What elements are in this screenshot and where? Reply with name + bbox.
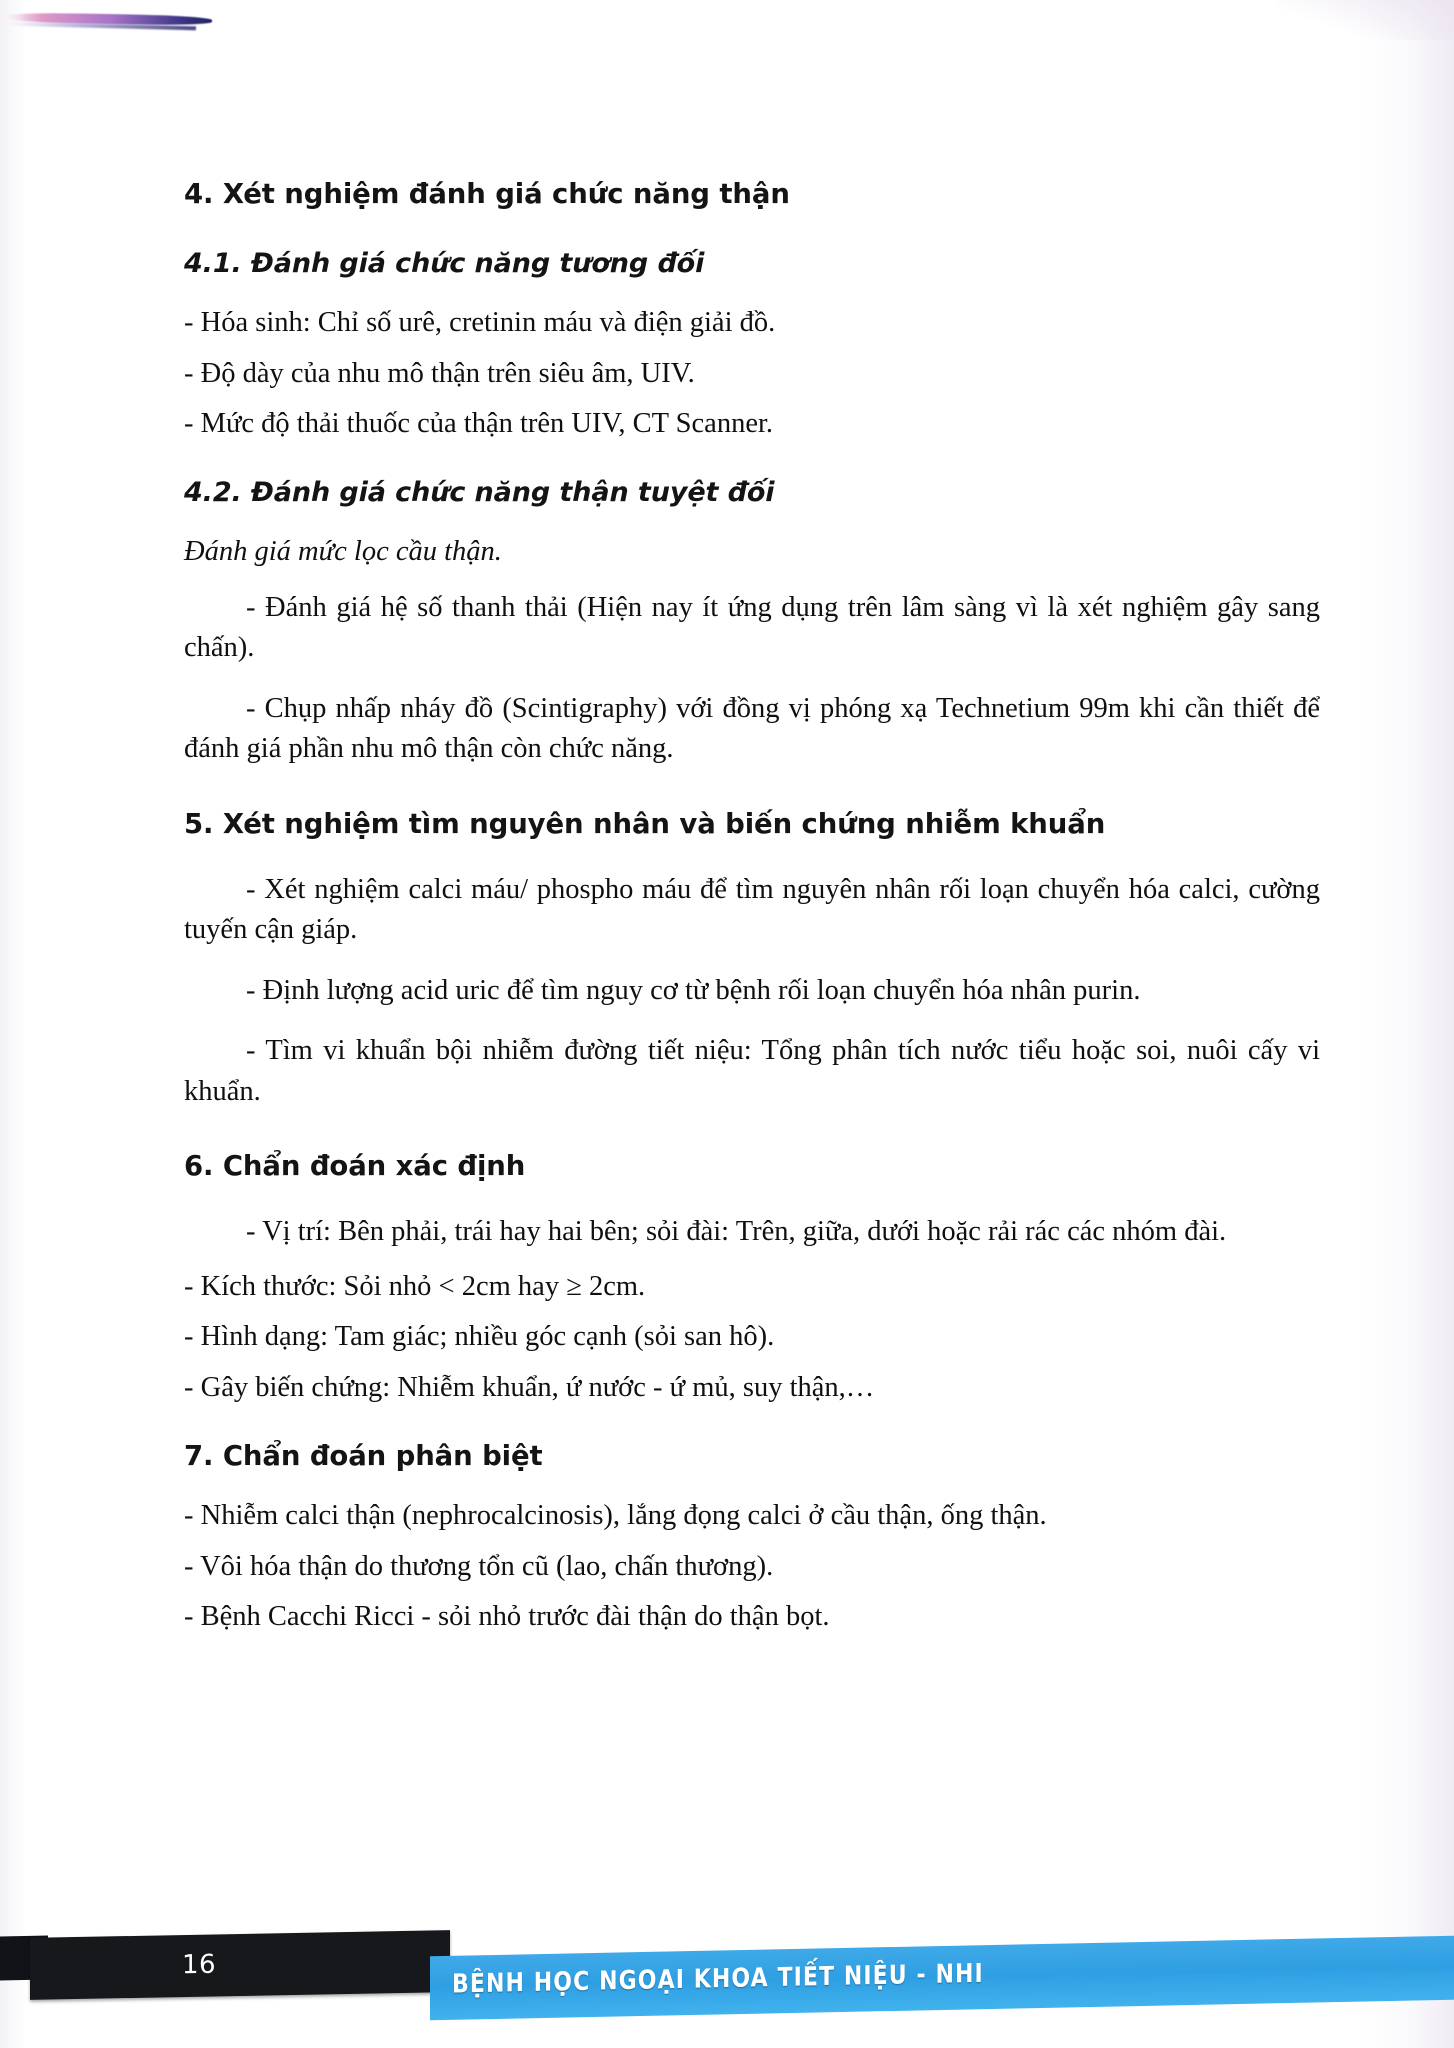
section-4-2-paragraph: - Chụp nhấp nháy đồ (Scintigraphy) với đồng vị phóng xạ Technetium 99m khi cần thiết để đánh giá phần nhu mô thận còn chức năng.: [184, 692, 1320, 765]
section-7-heading: 7. Chẩn đoán phân biệt: [184, 1440, 543, 1473]
section-6-paragraph: - Kích thước: Sỏi nhỏ < 2cm hay ≥ 2cm.: [184, 1270, 646, 1302]
section-4-2-heading: 4.2. Đánh giá chức năng thận tuyệt đối: [184, 476, 775, 508]
spacer: [184, 338, 1320, 360]
page-edge-shadow-right: [1358, 0, 1454, 2048]
spacer: [184, 1531, 1320, 1553]
section-4-2-note: Đánh giá mức lọc cầu thận.: [184, 535, 502, 567]
section-7-paragraph: - Vôi hóa thận do thương tổn cũ (lao, chấn thương).: [184, 1550, 774, 1582]
section-6-heading: 6. Chẩn đoán xác định: [184, 1150, 526, 1183]
section-7-paragraph: - Bệnh Cacchi Ricci - sỏi nhỏ trước đài thận do thận bọt.: [184, 1601, 830, 1633]
spacer: [184, 1011, 1320, 1031]
spacer: [184, 566, 1320, 588]
book-title-footer: BỆNH HỌC NGOẠI KHOA TIẾT NIỆU - NHI: [452, 1959, 984, 2000]
spacer: [184, 1182, 1320, 1212]
spacer: [184, 508, 1320, 538]
spacer: [184, 1472, 1320, 1502]
section-4-heading: 4. Xét nghiệm đánh giá chức năng thận: [184, 178, 790, 210]
section-4-2-paragraph: - Đánh giá hệ số thanh thải (Hiện nay ít ứng dụng trên lâm sàng vì là xét nghiệm gây sang chấn).: [184, 592, 1320, 664]
section-5-heading: 5. Xét nghiệm tìm nguyên nhân và biến chứng nhiễm khuẩn: [184, 807, 1106, 840]
section-4-1-item: - Mức độ thải thuốc của thận trên UIV, CT Scanner.: [184, 408, 774, 439]
page-footer: [0, 1898, 1454, 2048]
page-edge-tint-top-right: [1274, 0, 1454, 40]
page-edge-shadow-left: [0, 0, 26, 2048]
spacer: [184, 1253, 1320, 1273]
section-4-1-item: - Độ dày của nhu mô thận trên siêu âm, UIV.: [184, 357, 695, 389]
spacer: [184, 1301, 1320, 1323]
spacer: [184, 669, 1320, 689]
section-6-paragraph: - Gây biến chứng: Nhiễm khuẩn, ứ nước - ứ mủ, suy thận,…: [184, 1371, 875, 1403]
section-4-1-item: - Hóa sinh: Chỉ số urê, cretinin máu và điện giải đồ.: [184, 307, 776, 338]
section-5-paragraph: - Xét nghiệm calci máu/ phospho máu để tìm nguyên nhân rối loạn chuyển hóa calci, cường tuyến cận giáp.: [184, 873, 1320, 946]
page-number: 16: [182, 1949, 217, 1981]
spacer: [184, 210, 1320, 248]
spacer: [184, 279, 1320, 309]
spacer: [184, 951, 1320, 971]
spacer: [184, 1112, 1320, 1150]
footer-black-banner: [30, 1930, 450, 2000]
spacer: [184, 770, 1320, 808]
section-6-paragraph: - Vị trí: Bên phải, trái hay hai bên; sỏi đài: Trên, giữa, dưới hoặc rải rác các nhóm đài.: [246, 1216, 1227, 1248]
section-5-paragraph: - Định lượng acid uric để tìm nguy cơ từ bệnh rối loạn chuyển hóa nhân purin.: [246, 974, 1141, 1006]
spacer: [184, 388, 1320, 410]
section-7-paragraph: - Nhiễm calci thận (nephrocalcinosis), lắng đọng calci ở cầu thận, ống thận.: [184, 1500, 1047, 1532]
spacer: [184, 1402, 1320, 1440]
spacer: [184, 840, 1320, 870]
spacer: [184, 439, 1320, 477]
spacer: [184, 1352, 1320, 1374]
section-4-1-heading: 4.1. Đánh giá chức năng tương đối: [184, 248, 705, 279]
page-content: [184, 178, 1320, 1632]
spacer: [184, 1581, 1320, 1603]
section-5-paragraph: - Tìm vi khuẩn bội nhiễm đường tiết niệu: Tổng phân tích nước tiểu hoặc soi, nuôi cấy vi khuẩn.: [184, 1035, 1320, 1107]
section-6-paragraph: - Hình dạng: Tam giác; nhiều góc cạnh (sỏi san hô).: [184, 1321, 775, 1353]
